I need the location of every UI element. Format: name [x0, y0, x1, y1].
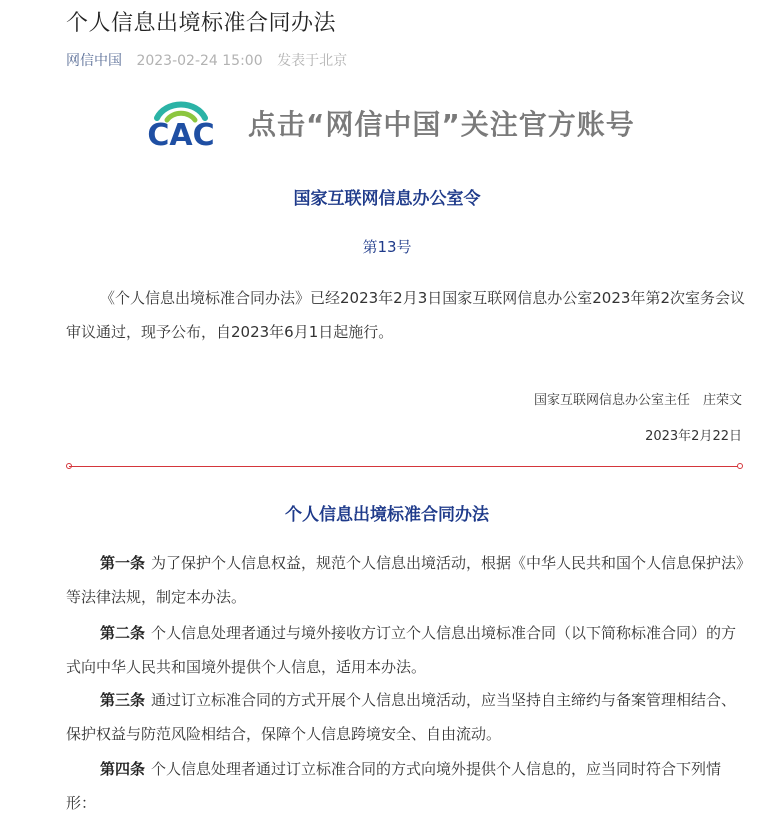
law-title: 个人信息出境标准合同办法 — [285, 505, 489, 525]
article-title: 个人信息出境标准合同办法 — [66, 11, 337, 36]
decree-signature: 国家互联网信息办公室主任 庄荣文 — [533, 393, 742, 408]
cac-logo-icon — [137, 98, 225, 148]
decree-issuer: 国家互联网信息办公室令 — [293, 189, 481, 209]
follow-banner-text: 点击“网信中国”关注官方账号 — [248, 108, 635, 141]
account-name-link[interactable]: 网信中国 — [66, 53, 122, 69]
decree-date: 2023年2月22日 — [645, 429, 742, 444]
article-meta — [66, 50, 347, 70]
svg-text:CAC: CAC — [147, 118, 215, 148]
law-article — [66, 546, 746, 614]
follow-banner[interactable] — [137, 98, 677, 148]
divider-right-dot — [737, 463, 743, 469]
law-article — [66, 616, 746, 684]
article-label: 第二条 — [100, 624, 146, 642]
section-divider — [69, 466, 740, 467]
decree-intro: 《个人信息出境标准合同办法》已经2023年2月3日国家互联网信息办公室2023年第2次室务会议审议通过，现予公布，自2023年6月1日起施行。 — [66, 289, 745, 341]
publish-time: 2023-02-24 15:00 — [136, 53, 263, 69]
decree-number: 第13号 — [362, 238, 412, 256]
article-label: 第三条 — [100, 691, 146, 709]
law-article — [66, 752, 746, 820]
article-label: 第一条 — [100, 554, 146, 572]
article-text: 个人信息处理者通过订立标准合同的方式向境外提供个人信息的，应当同时符合下列情形： — [66, 760, 722, 812]
article-text: 个人信息处理者通过与境外接收方订立个人信息出境标准合同（以下简称标准合同）的方式向中华人民共和国境外提供个人信息，适用本办法。 — [66, 624, 737, 676]
law-article — [66, 683, 746, 751]
article-text: 为了保护个人信息权益，规范个人信息出境活动，根据《中华人民共和国个人信息保护法》等法律法规，制定本办法。 — [66, 554, 744, 606]
article-label: 第四条 — [100, 760, 146, 778]
article-text: 通过订立标准合同的方式开展个人信息出境活动，应当坚持自主缔约与备案管理相结合、保护权益与防范风险相结合，保障个人信息跨境安全、自由流动。 — [66, 691, 737, 743]
publish-location: 发表于北京 — [277, 53, 348, 69]
